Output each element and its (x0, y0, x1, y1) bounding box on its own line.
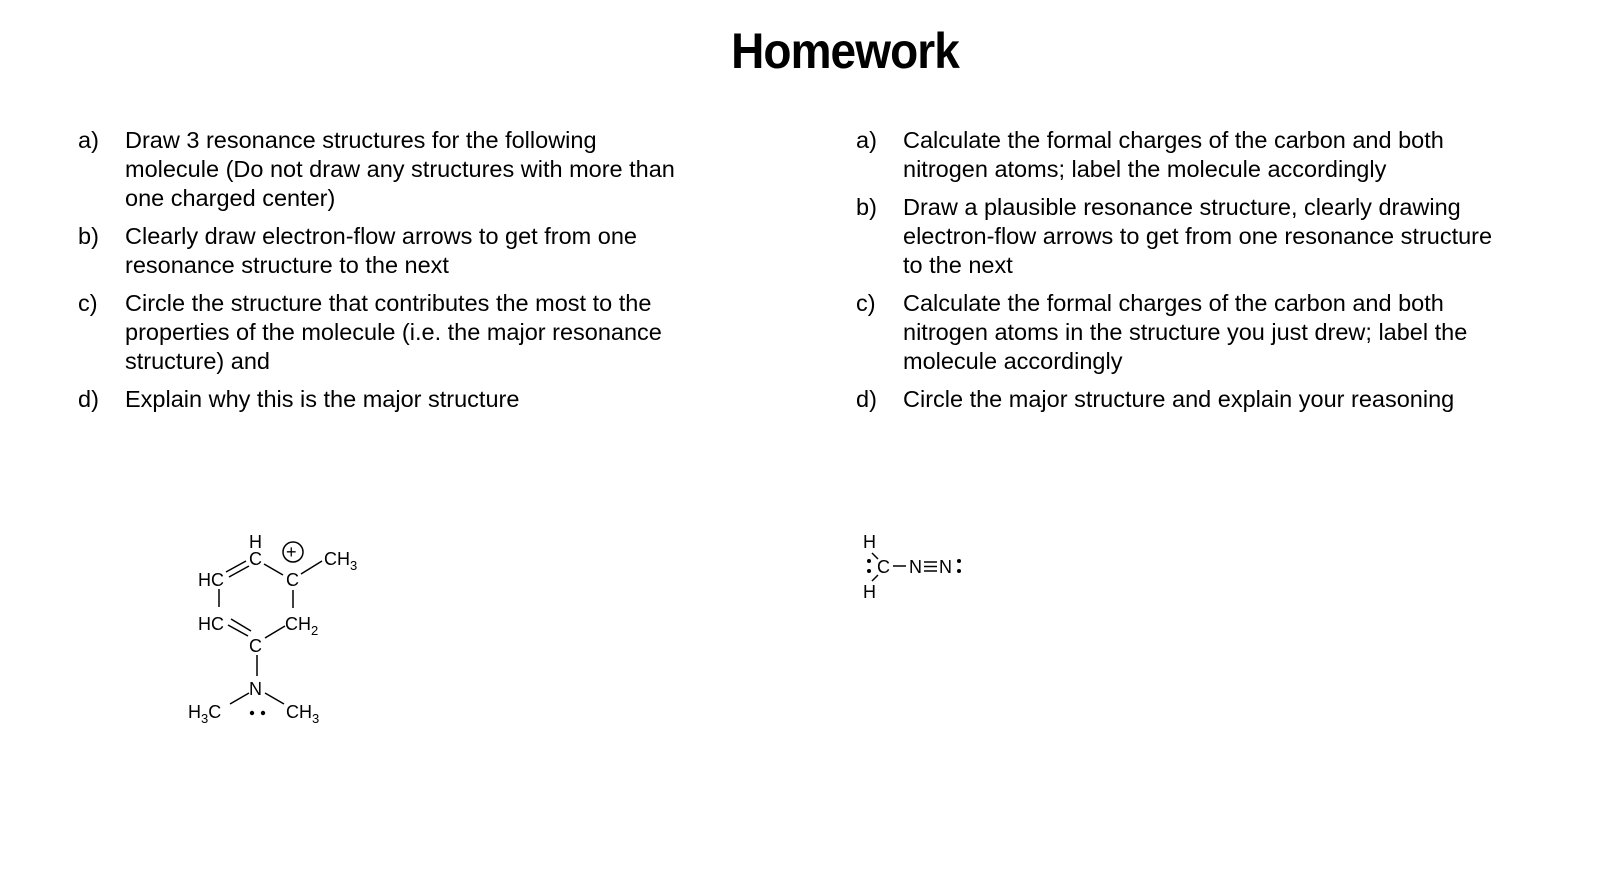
atom-label-hc-upper: HC (198, 570, 224, 590)
question-text: Calculate the formal charges of the carbon and both nitrogen atoms in the structure you just drew; label the molecule accordingly (903, 290, 1468, 374)
list-item (78, 222, 678, 280)
atom-label-n2: N (939, 557, 952, 577)
atom-label-c-top: C (249, 549, 262, 569)
list-item (78, 385, 678, 414)
question-letter: d) (856, 386, 877, 412)
question-letter: b) (78, 223, 99, 249)
lone-pair-dot (957, 559, 961, 563)
question-text: Explain why this is the major structure (125, 386, 520, 412)
atom-label-ch3-top: $CH_3$ (324, 549, 358, 573)
atom-label-h-bottom: H (863, 582, 876, 602)
page-title: Homework (731, 23, 959, 79)
lone-pair-dot (250, 711, 254, 715)
atom-label-ch2: $CH_2$ (285, 614, 319, 638)
lone-pair-dot (261, 711, 265, 715)
atom-label-c: C (877, 557, 890, 577)
list-item (856, 289, 1496, 376)
question-letter: c) (78, 290, 98, 316)
question-letter: b) (856, 194, 877, 220)
formal-charge-plus: + (286, 542, 297, 562)
question-letter: c) (856, 290, 876, 316)
list-item (856, 193, 1496, 280)
list-item (78, 126, 678, 213)
lone-pair-dot (867, 559, 871, 563)
molecule-right-structure (860, 528, 990, 608)
question-text: Circle the structure that contributes the most to the properties of the molecule (i.e. the major resonance structure) and (125, 290, 662, 374)
list-item (856, 385, 1496, 414)
question-text: Calculate the formal charges of the carbon and both nitrogen atoms; label the molecule accordingly (903, 127, 1444, 182)
atom-label-c-bottom: C (249, 636, 262, 656)
atom-label-c-charged: C (286, 570, 299, 590)
question-text: Circle the major structure and explain your reasoning (903, 386, 1455, 412)
atom-label-n: N (249, 679, 262, 699)
atom-label-h-top: H (863, 532, 876, 552)
atom-label-hc-lower: HC (198, 614, 224, 634)
lone-pair-dot (867, 569, 871, 573)
atom-label-n1: N (909, 557, 922, 577)
question-letter: a) (78, 127, 99, 153)
atom-label-h3c: $H_3C$ (188, 702, 222, 726)
atom-label-h-top: H (249, 532, 262, 552)
question-text: Draw a plausible resonance structure, clearly drawing electron-flow arrows to get from one resonance structure to the next (903, 194, 1493, 278)
list-item (78, 289, 678, 376)
list-item (856, 126, 1496, 184)
lone-pair-dot (957, 569, 961, 573)
atom-label-ch3-right: $CH_3$ (286, 702, 320, 726)
question-letter: a) (856, 127, 877, 153)
left-question-list (78, 126, 678, 423)
question-text: Clearly draw electron-flow arrows to get from one resonance structure to the next (125, 223, 637, 278)
question-text: Draw 3 resonance structures for the following molecule (Do not draw any structures with more than one charged center) (125, 127, 675, 211)
molecule-left-structure (180, 532, 390, 745)
right-question-list (856, 126, 1496, 423)
question-letter: d) (78, 386, 99, 412)
